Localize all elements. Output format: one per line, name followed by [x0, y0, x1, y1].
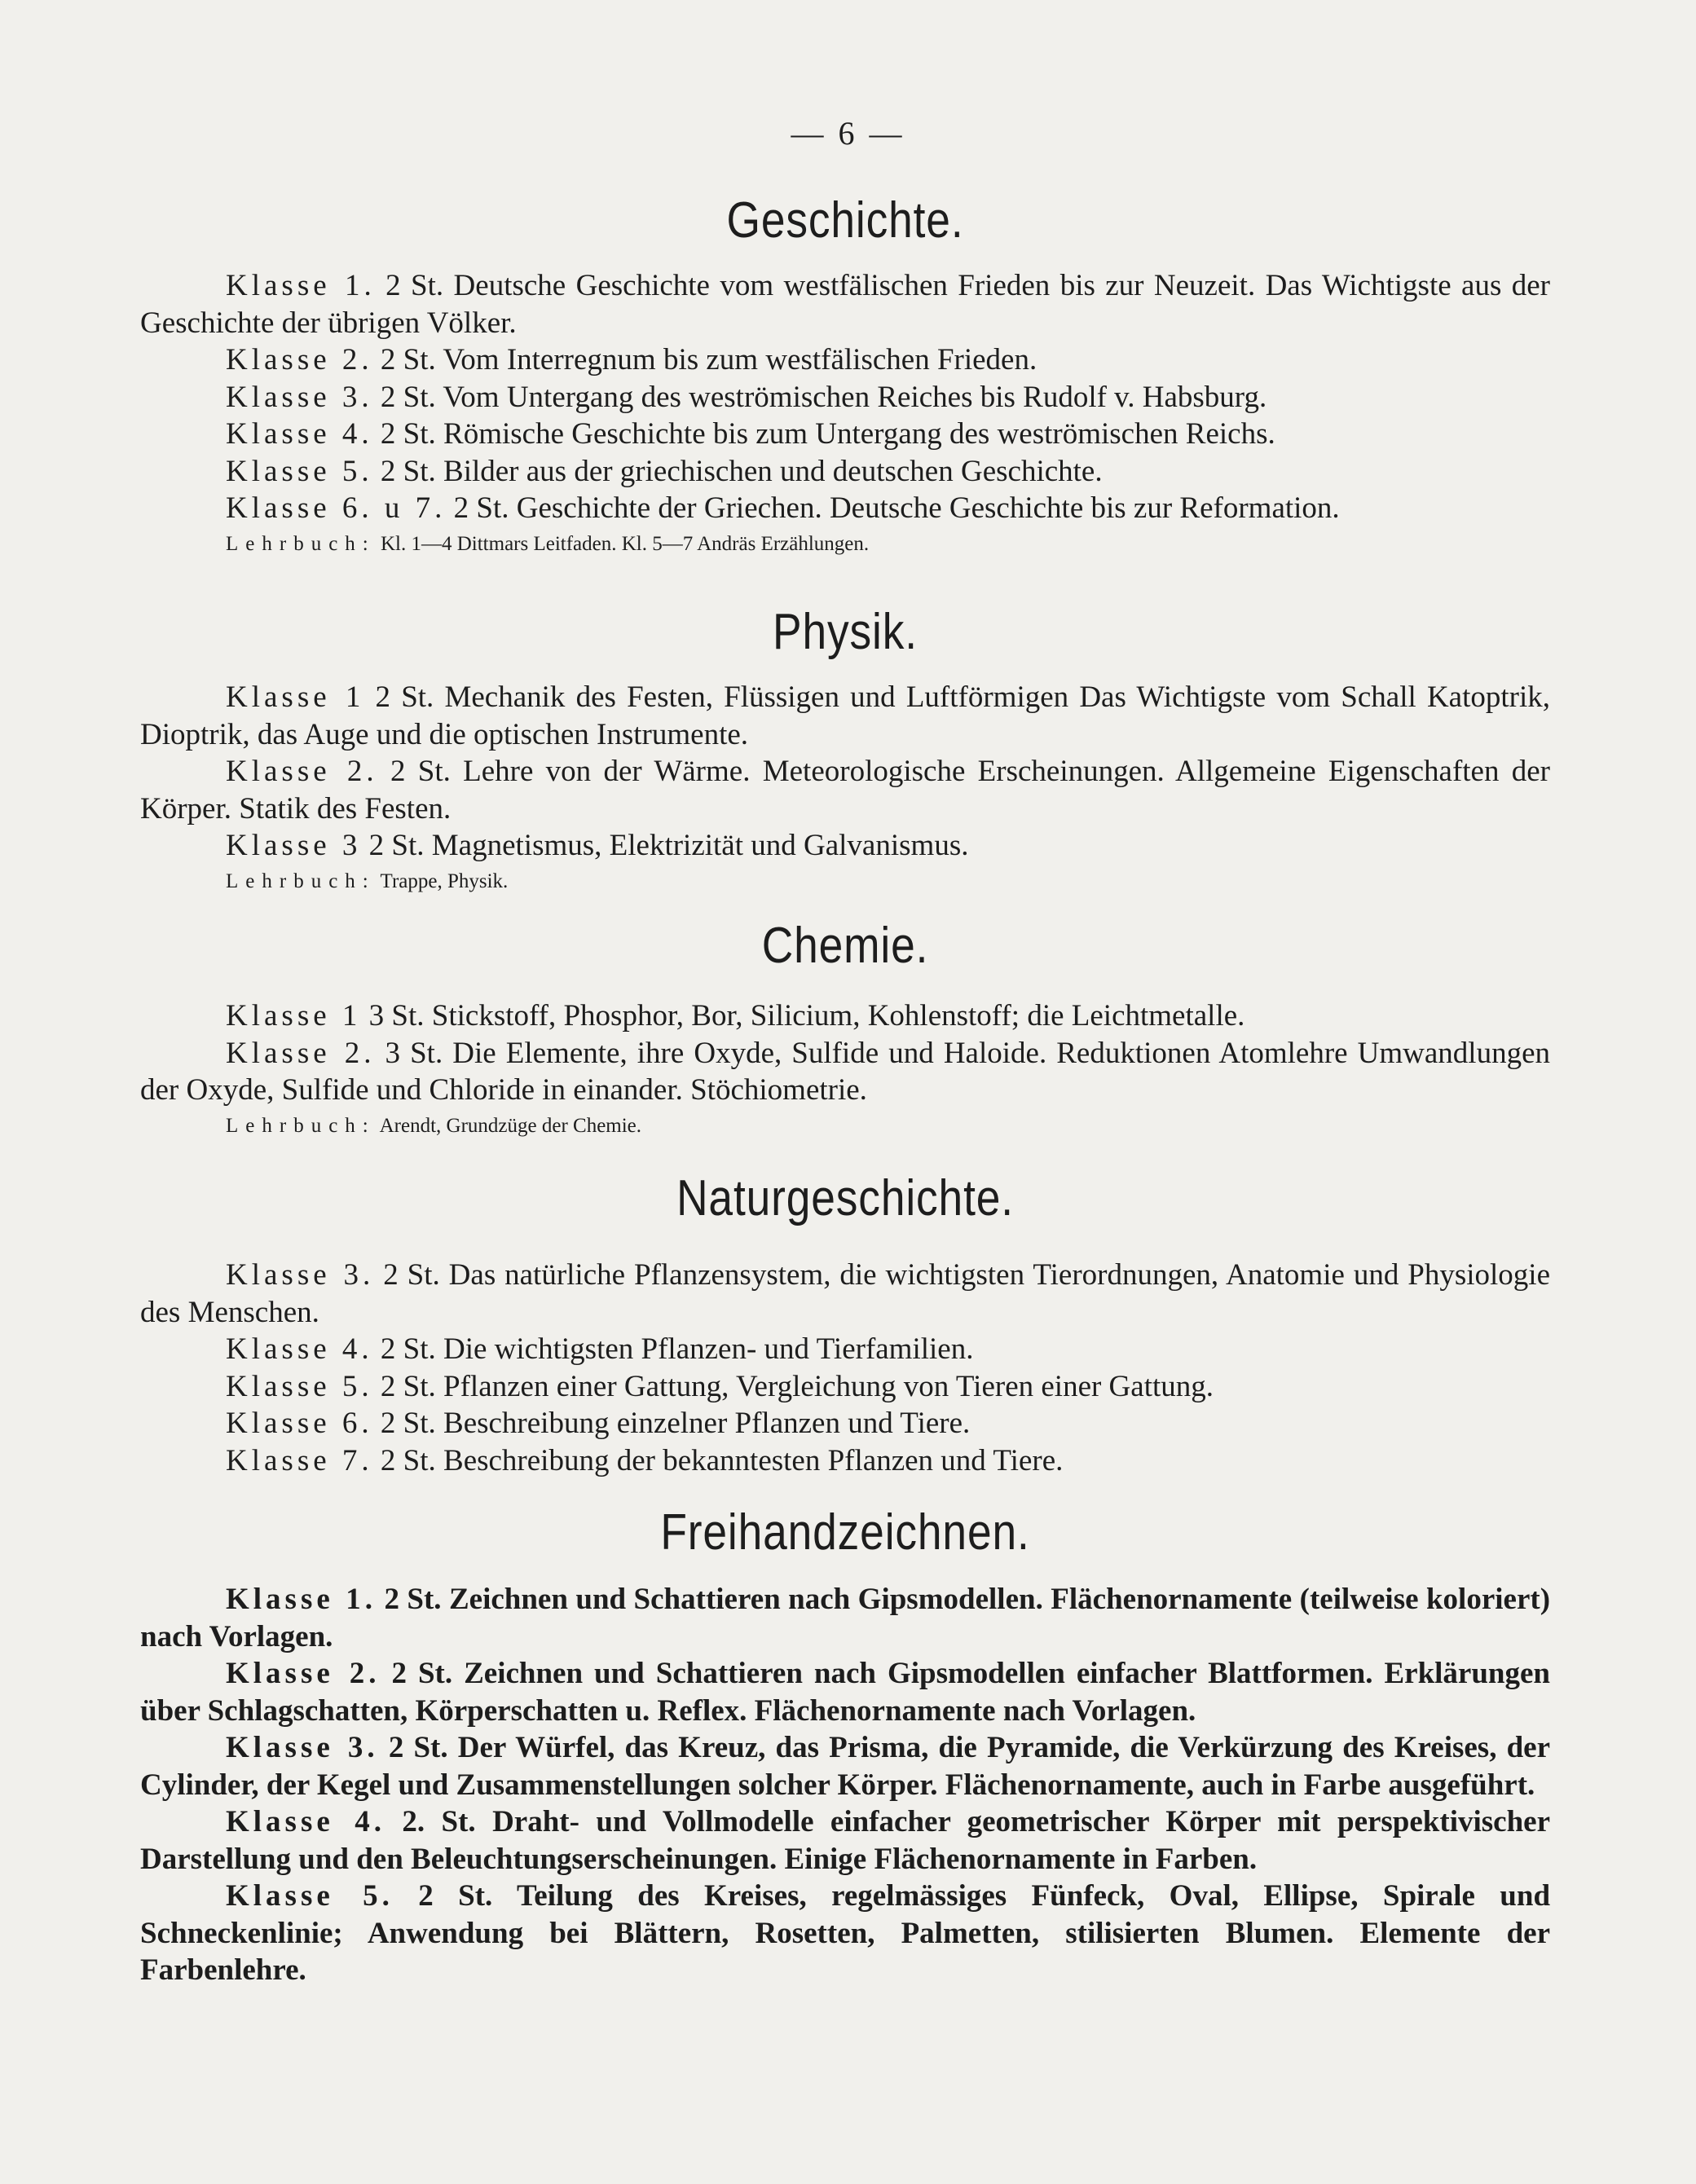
- klasse-line: Klasse 3. 2 St. Der Würfel, das Kreuz, das Prisma, die Pyramide, die Verkürzung des Kreises, der Cylinder, der Kegel und Zusammenstellungen solcher Körper. Flächenornamente, auch in Farbe ausgeführt.: [140, 1731, 1551, 1802]
- section-title: Freihandzeichnen.: [660, 1504, 1030, 1561]
- klasse-line: Klasse 2. 3 St. Die Elemente, ihre Oxyde, Sulfide und Haloide. Reduktionen Atomlehre Umwandlungen der Oxyde, Sulfide und Chloride in einander. Stöchiometrie.: [140, 1036, 1550, 1107]
- klasse-line: Klasse 3. 2 St. Das natürliche Pflanzensystem, die wichtigsten Tierordnungen, Anatomie und Physiologie des Menschen.: [140, 1258, 1550, 1329]
- page-number: — 6 —: [791, 115, 905, 152]
- klasse-line: Klasse 1 3 St. Stickstoff, Phosphor, Bor, Silicium, Kohlenstoff; die Leichtmetalle.: [226, 999, 1245, 1033]
- section-title: Chemie.: [761, 918, 929, 974]
- lehrbuch-note: Lehrbuch: Trappe, Physik.: [226, 870, 509, 892]
- klasse-line: Klasse 1 2 St. Mechanik des Festen, Flüssigen und Luftförmigen Das Wichtigste vom Schall Katoptrik, Dioptrik, das Auge und die optischen Instrumente.: [140, 680, 1551, 751]
- section-physik: [140, 604, 1551, 896]
- klasse-line: Klasse 6. u 7. 2 St. Geschichte der Griechen. Deutsche Geschichte bis zur Reformation.: [226, 491, 1340, 525]
- section-naturgeschichte: [140, 1170, 1550, 1479]
- klasse-line: Klasse 3. 2 St. Vom Untergang des weströmischen Reiches bis Rudolf v. Habsburg.: [226, 380, 1267, 414]
- section-geschichte: [140, 192, 1550, 558]
- section-chemie: [140, 918, 1550, 1140]
- klasse-line: Klasse 4. 2. St. Draht- und Vollmodelle einfacher geometrischer Körper mit perspektivischer Darstellung und den Beleuchtungserscheinungen. Einige Flächenornamente in Farben.: [140, 1805, 1551, 1876]
- klasse-line: Klasse 2. 2 St. Zeichnen und Schattieren nach Gipsmodellen einfacher Blattformen. Erklärungen über Schlagschatten, Körperschatten u. Reflex. Flächenornamente nach Vorlagen.: [140, 1657, 1551, 1728]
- section-title: Geschichte.: [726, 192, 964, 249]
- klasse-line: Klasse 4. 2 St. Römische Geschichte bis zum Untergang des weströmischen Reichs.: [226, 417, 1275, 451]
- klasse-line: Klasse 6. 2 St. Beschreibung einzelner Pflanzen und Tiere.: [226, 1407, 971, 1440]
- section-freihandzeichnen: [140, 1504, 1551, 1989]
- klasse-line: Klasse 5. 2 St. Teilung des Kreises, regelmässiges Fünfeck, Oval, Ellipse, Spirale und Schneckenlinie; Anwendung bei Blättern, Rosetten, Palmetten, stilisierten Blumen. Elemente der Farbenlehre.: [140, 1879, 1551, 1987]
- section-title: Naturgeschichte.: [676, 1170, 1014, 1226]
- klasse-line: Klasse 5. 2 St. Pflanzen einer Gattung, Vergleichung von Tieren einer Gattung.: [226, 1369, 1214, 1403]
- klasse-line: Klasse 7. 2 St. Beschreibung der bekanntesten Pflanzen und Tiere.: [226, 1443, 1064, 1477]
- klasse-line: Klasse 1. 2 St. Deutsche Geschichte vom westfälischen Frieden bis zur Neuzeit. Das Wichtigste aus der Geschichte der übrigen Völker.: [140, 269, 1550, 340]
- klasse-line: Klasse 1. 2 St. Zeichnen und Schattieren nach Gipsmodellen. Flächenornamente (teilweise koloriert) nach Vorlagen.: [140, 1583, 1551, 1653]
- klasse-line: Klasse 4. 2 St. Die wichtigsten Pflanzen- und Tierfamilien.: [226, 1332, 974, 1366]
- klasse-line: Klasse 3 2 St. Magnetismus, Elektrizität und Galvanismus.: [226, 829, 969, 862]
- lehrbuch-note: Lehrbuch: Kl. 1—4 Dittmars Leitfaden. Kl. 5—7 Andräs Erzählungen.: [226, 532, 870, 555]
- klasse-line: Klasse 2. 2 St. Lehre von der Wärme. Meteorologische Erscheinungen. Allgemeine Eigenschaften der Körper. Statik des Festen.: [140, 755, 1550, 826]
- klasse-line: Klasse 2. 2 St. Vom Interregnum bis zum westfälischen Frieden.: [226, 343, 1037, 376]
- section-title: Physik.: [773, 604, 918, 660]
- lehrbuch-note: Lehrbuch: Arendt, Grundzüge der Chemie.: [226, 1114, 642, 1137]
- klasse-line: Klasse 5. 2 St. Bilder aus der griechischen und deutschen Geschichte.: [226, 454, 1103, 488]
